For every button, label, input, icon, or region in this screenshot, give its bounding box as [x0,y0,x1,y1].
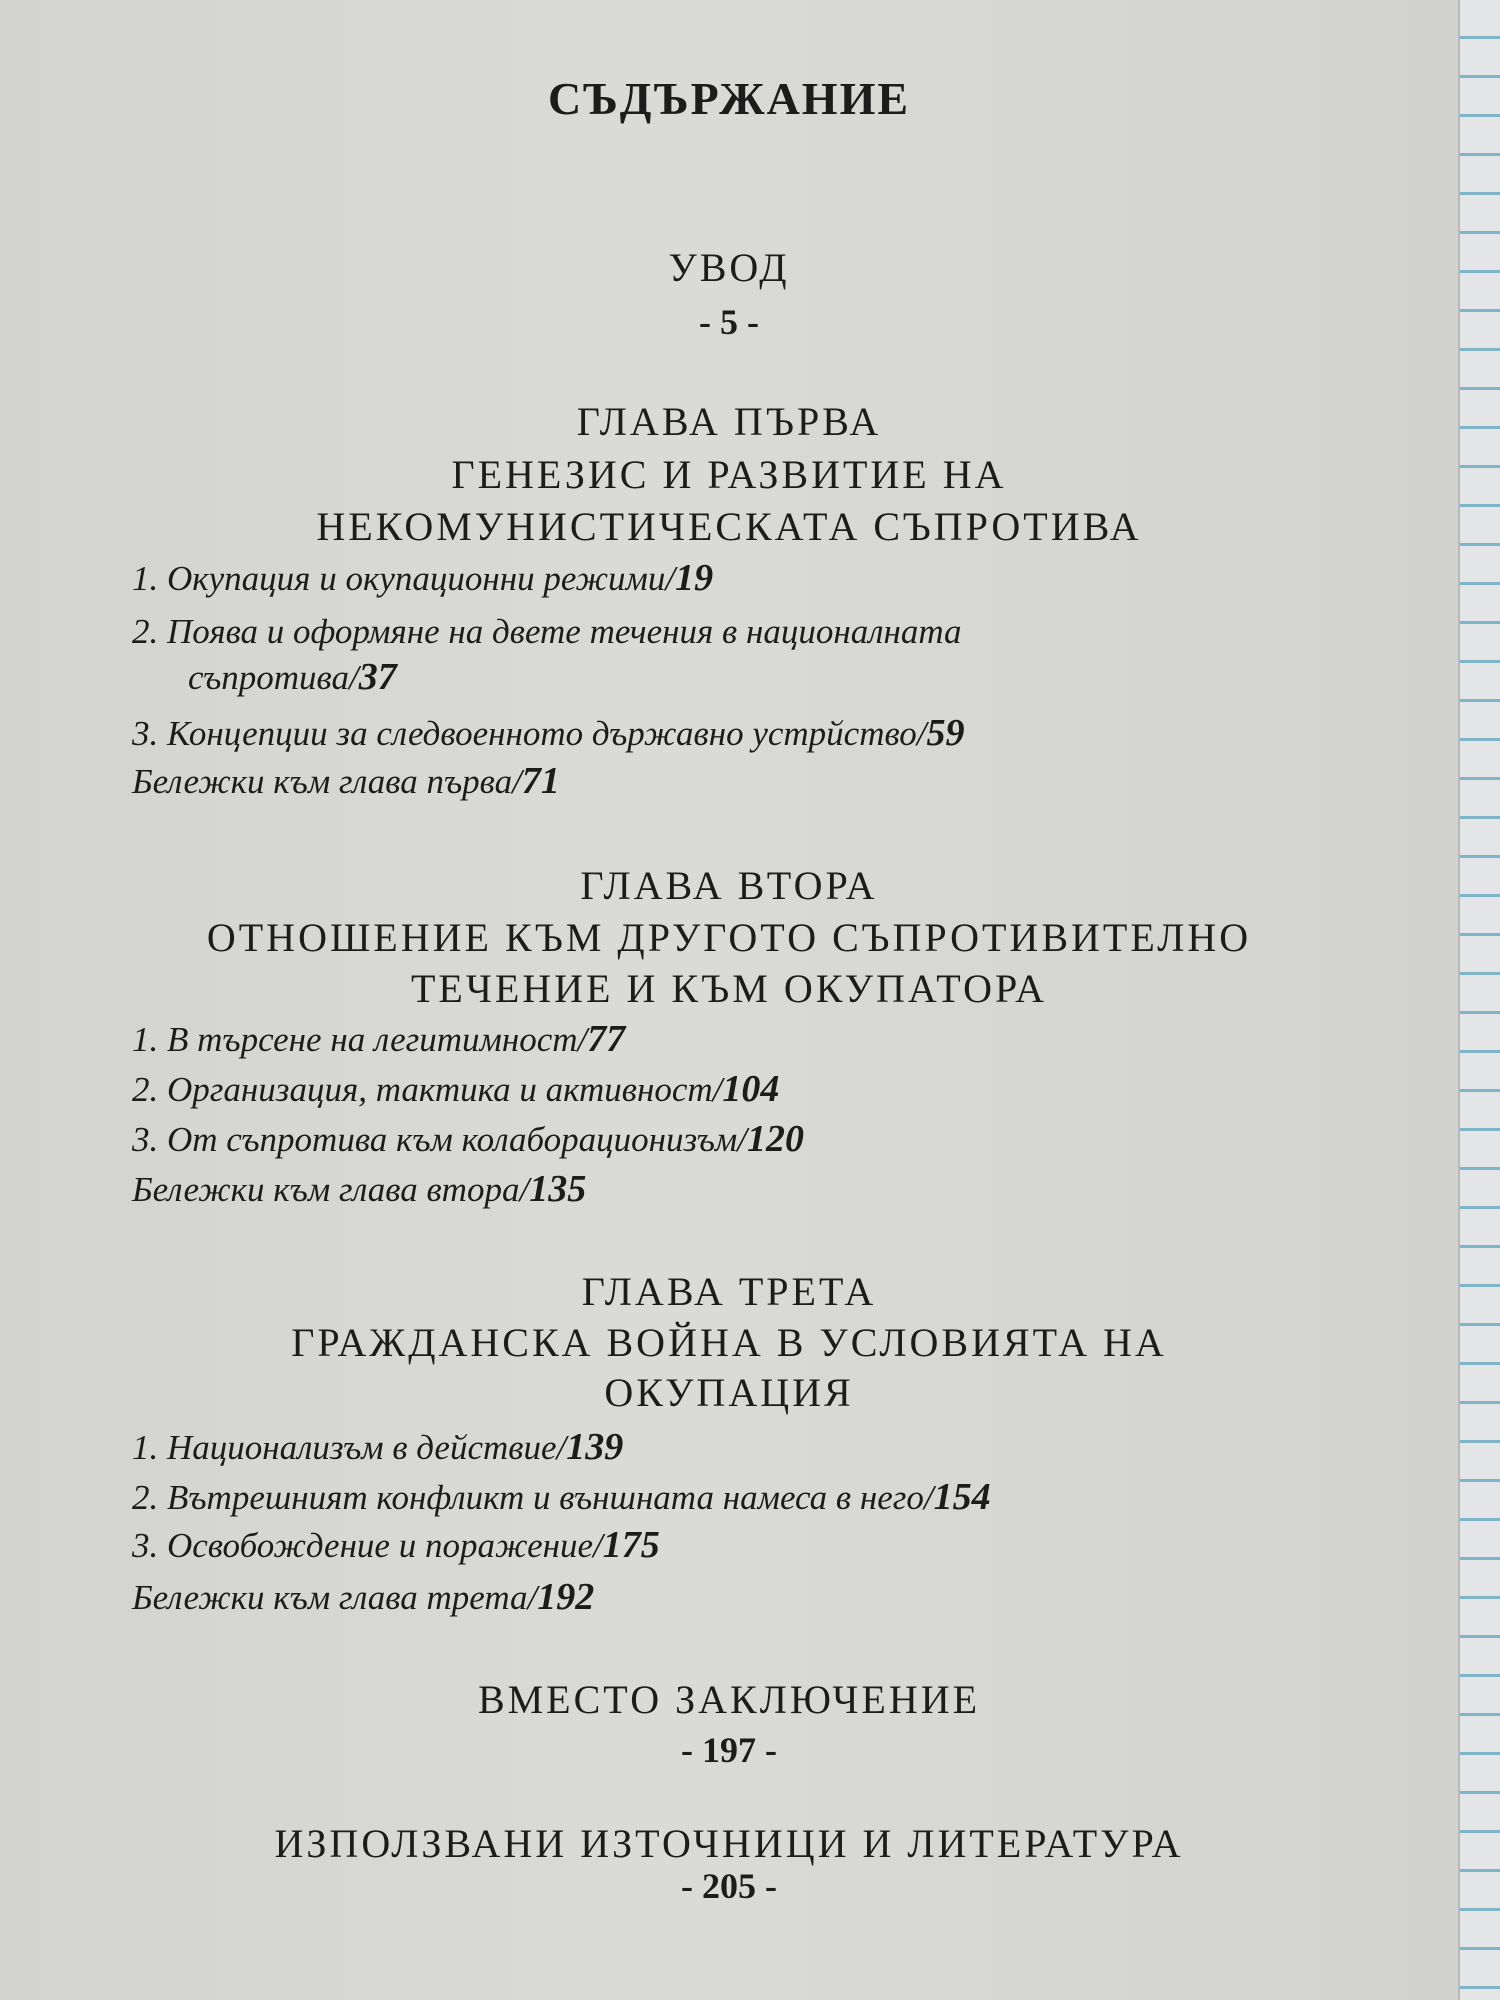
conclusion-page: - 197 - [681,1730,777,1770]
toc-entry[interactable] [132,710,964,757]
toc-entry-page: 59 [926,712,965,754]
toc-entry-page: 19 [675,557,714,599]
sources-label: ИЗПОЛЗВАНИ ИЗТОЧНИЦИ И ЛИТЕРАТУРА [274,1821,1184,1866]
toc-entry-text: 2. Организация, тактика и активност/ [132,1070,723,1109]
chapter-2-title-line-2: ТЕЧЕНИЕ И КЪМ ОКУПАТОРА [410,966,1048,1011]
chapter-2-label: ГЛАВА ВТОРА [580,863,878,908]
chapter-1-title-line-2: НЕКОМУНИСТИЧЕСКАТА СЪПРОТИВА [316,504,1142,549]
toc-entry[interactable] [132,608,962,655]
toc-entry-page: 175 [602,1524,660,1566]
toc-entry-text: Бележки към глава трета/ [132,1578,538,1617]
toc-entry-page: 120 [746,1118,804,1160]
toc-entry-text: 3. Концепции за следвоенното държавно устрйство/ [132,714,927,753]
toc-notes-entry[interactable] [132,1166,586,1213]
toc-entry-page: 192 [537,1576,595,1618]
toc-entry-page: 139 [566,1426,624,1468]
chapter-3-title-line-2: ОКУПАЦИЯ [604,1370,854,1415]
toc-entry-text: 3. Освобождение и поражение/ [132,1526,603,1565]
conclusion-label: ВМЕСТО ЗАКЛЮЧЕНИЕ [477,1677,981,1722]
toc-entry[interactable] [132,555,713,602]
chapter-3-label: ГЛАВА ТРЕТА [581,1269,877,1314]
toc-entry-text: Бележки към глава първа/ [132,762,522,801]
toc-entry-text: 3. От съпротива към колаборационизъм/ [132,1120,747,1159]
toc-notes-entry[interactable] [132,1574,594,1621]
toc-entry-text: 2. Поява и оформяне на двете течения в националната [132,612,962,651]
toc-entry[interactable] [132,1522,660,1569]
page-title: СЪДЪРЖАНИЕ [547,73,911,124]
chapter-1-label: ГЛАВА ПЪРВА [576,399,882,444]
toc-entry[interactable] [132,1424,623,1471]
toc-entry-page: 77 [587,1018,626,1060]
toc-entry-page: 104 [722,1068,780,1110]
toc-entry-page: 154 [933,1476,991,1518]
toc-entry-text: 1. Окупация и окупационни режими/ [132,559,676,598]
toc-entry-text: Бележки към глава втора/ [132,1170,530,1209]
toc-entry[interactable] [132,1474,991,1521]
intro-label: УВОД [668,245,790,290]
toc-entry-continuation[interactable] [188,654,397,701]
toc-notes-entry[interactable] [132,758,560,805]
chapter-2-title-line-1: ОТНОШЕНИЕ КЪМ ДРУГОТО СЪПРОТИВИТЕЛНО [206,915,1252,960]
toc-entry-text: 1. В търсене на легитимност/ [132,1020,588,1059]
toc-entry-text: 2. Вътрешният конфликт и външната намеса в него/ [132,1478,934,1517]
toc-entry-page: 37 [358,656,397,698]
chapter-3-title-line-1: ГРАЖДАНСКА ВОЙНА В УСЛОВИЯТА НА [291,1320,1167,1365]
chapter-1-title-line-1: ГЕНЕЗИС И РАЗВИТИЕ НА [451,452,1007,497]
sources-page: - 205 - [681,1866,777,1906]
toc-entry-page: 135 [529,1168,587,1210]
toc-entry[interactable] [132,1066,779,1113]
toc-entry[interactable] [132,1016,625,1063]
toc-entry-text: 1. Национализъм в действие/ [132,1428,567,1467]
intro-page: - 5 - [699,302,759,342]
toc-entry[interactable] [132,1116,804,1163]
adjacent-page-edge [1458,0,1500,2000]
toc-entry-page: 71 [521,760,560,802]
toc-entry-text: съпротива/ [188,658,359,697]
